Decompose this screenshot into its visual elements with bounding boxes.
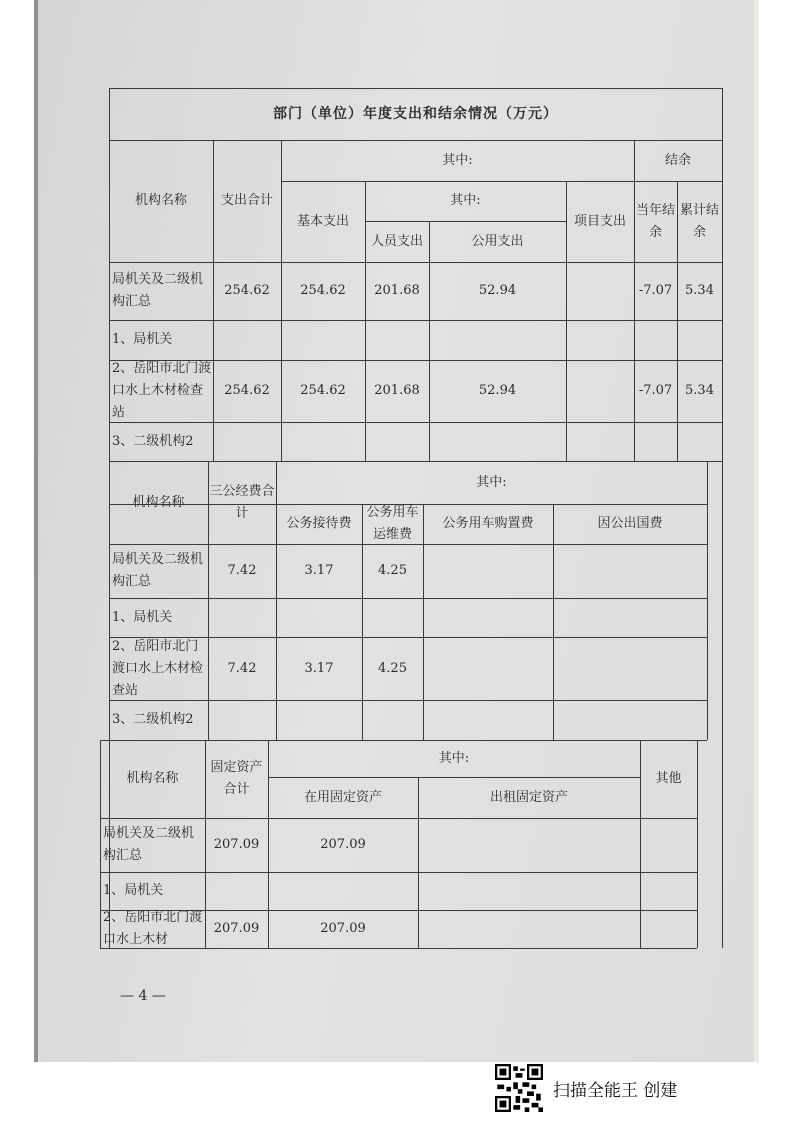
header-of-which: 其中: [442,152,473,168]
scan-edge-shadow [34,0,38,1062]
grid-line-v [707,461,708,740]
table3-cell-in_use [268,872,418,910]
header-total-expenditure: 支出合计 [220,193,273,208]
table1-cell-public: 52.94 [478,283,517,298]
table1-cell-basic [281,320,365,360]
table1-row-name: 2、岳阳市北门渡口水上木材检查站 [112,361,212,420]
table1-cell-cumulative [677,320,722,360]
table1-cell-total [213,422,281,461]
table2-cell-total: 7.42 [227,563,257,578]
table1-cell-personnel: 201.68 [374,383,420,398]
table2-cell-abroad [553,637,707,700]
watermark [495,1062,735,1114]
qr-code-icon [495,1064,543,1112]
table2-cell-vehicle_purchase [423,637,553,700]
table1-cell-current [634,422,677,461]
scan-edge-highlight [754,0,759,1062]
table3-cell-leased [418,910,640,948]
header2-vehicle-ops: 公务用车运维费 [366,505,419,542]
table1-cell-public [429,320,566,360]
table2-row-name: 3、二级机构2 [112,712,194,727]
table1-cell-current: -7.07 [638,383,673,398]
table3-cell-total: 207.09 [213,837,260,852]
header-personnel-expenditure: 人员支出 [370,233,423,249]
table1-cell-personnel: 201.68 [374,283,420,298]
table1-row-name: 1、局机关 [112,332,173,347]
table2-cell-abroad [553,598,707,637]
header3-org-name: 机构名称 [126,771,179,786]
table2-cell-total [208,598,276,637]
table2-cell-vehicle_purchase [423,598,553,637]
header-current-balance: 当年结余 [635,202,675,240]
header3-in-use: 在用固定资产 [303,789,382,805]
table2-cell-reception: 3.17 [304,563,334,578]
header-basic-expenditure: 基本支出 [296,213,349,229]
header3-total: 固定资产合计 [210,760,263,797]
table1-row-name: 3、二级机构2 [112,433,194,449]
table3-cell-leased [418,818,640,872]
table1-row-name: 局机关及二级机构汇总 [112,272,204,309]
table3-cell-other [640,872,697,910]
grid-line-v [697,740,698,948]
table2-cell-vehicle_ops [362,700,423,740]
header3-of-which: 其中: [438,750,470,766]
grid-line-v [722,88,723,948]
table2-cell-total [208,700,276,740]
header2-total: 三公经费合计 [209,483,275,521]
table3-cell-other [640,910,697,948]
table1-cell-basic: 254.62 [300,283,346,298]
table1-cell-current: -7.07 [638,283,673,298]
table2-cell-abroad [553,700,707,740]
table1-cell-cumulative [677,422,722,461]
table1-cell-personnel [365,422,429,461]
table1-cell-project [566,320,634,360]
table2-cell-reception [276,598,362,637]
header2-of-which: 其中: [476,474,507,490]
table1-cell-public: 52.94 [478,383,517,398]
table2-cell-vehicle_ops: 4.25 [378,660,407,676]
header2-vehicle-purchase: 公务用车购置费 [442,516,534,531]
page-number: — 4 — [120,988,166,1004]
header-balance: 结余 [664,152,691,168]
table3-cell-in_use: 207.09 [320,921,366,936]
table3-cell-leased [418,872,640,910]
table3-row-name: 1、局机关 [103,883,164,898]
header-project-expenditure: 项目支出 [573,213,626,229]
table1-cell-personnel [365,320,429,360]
table3-cell-in_use: 207.09 [320,837,366,852]
table3-cell-other [640,818,697,872]
header2-org-name: 机构名称 [132,494,185,510]
table3-cell-total: 207.09 [213,921,260,936]
table2-cell-reception: 3.17 [304,660,334,676]
header-public-expenditure: 公用支出 [471,233,524,249]
table1-cell-cumulative: 5.34 [685,283,714,298]
header3-other: 其他 [655,771,682,786]
table1-cell-project [566,360,634,422]
table2-cell-vehicle_purchase [423,544,553,598]
table1-cell-basic: 254.62 [300,383,346,398]
table1-cell-basic [281,422,365,461]
table1-cell-project [566,262,634,320]
table2-cell-reception [276,700,362,740]
table1-cell-current [634,320,677,360]
table2-cell-abroad [553,544,707,598]
table3-row-name: 2、岳阳市北门渡口水上木材 [103,910,203,947]
table1-cell-total: 254.62 [224,383,270,398]
header2-reception: 公务接待费 [286,516,352,531]
table2-row-name: 局机关及二级机构汇总 [112,552,204,589]
header-cumulative-balance: 累计结余 [679,202,719,240]
table3-cell-total [205,872,268,910]
table2-cell-vehicle_ops: 4.25 [378,563,407,578]
table1-cell-project [566,422,634,461]
table2-row-name: 2、岳阳市北门渡口水上木材检查站 [112,638,204,698]
table1-cell-total [213,320,281,360]
table2-cell-vehicle_purchase [423,700,553,740]
table1-cell-public [429,422,566,461]
table1-cell-cumulative: 5.34 [685,383,714,398]
table1-cell-total: 254.62 [224,283,270,298]
header-of-which-sub: 其中: [450,193,481,208]
header3-leased: 出租固定资产 [489,789,568,805]
table2-row-name: 1、局机关 [112,609,173,625]
table2-cell-total: 7.42 [227,660,257,676]
table2-cell-vehicle_ops [362,598,423,637]
watermark-text: 扫描全能王 创建 [553,1080,678,1101]
table-title: 部门（单位）年度支出和结余情况（万元） [273,106,558,122]
table3-row-name: 局机关及二级机构汇总 [103,826,195,863]
header2-abroad: 因公出国费 [597,516,663,531]
header-org-name: 机构名称 [134,193,187,208]
